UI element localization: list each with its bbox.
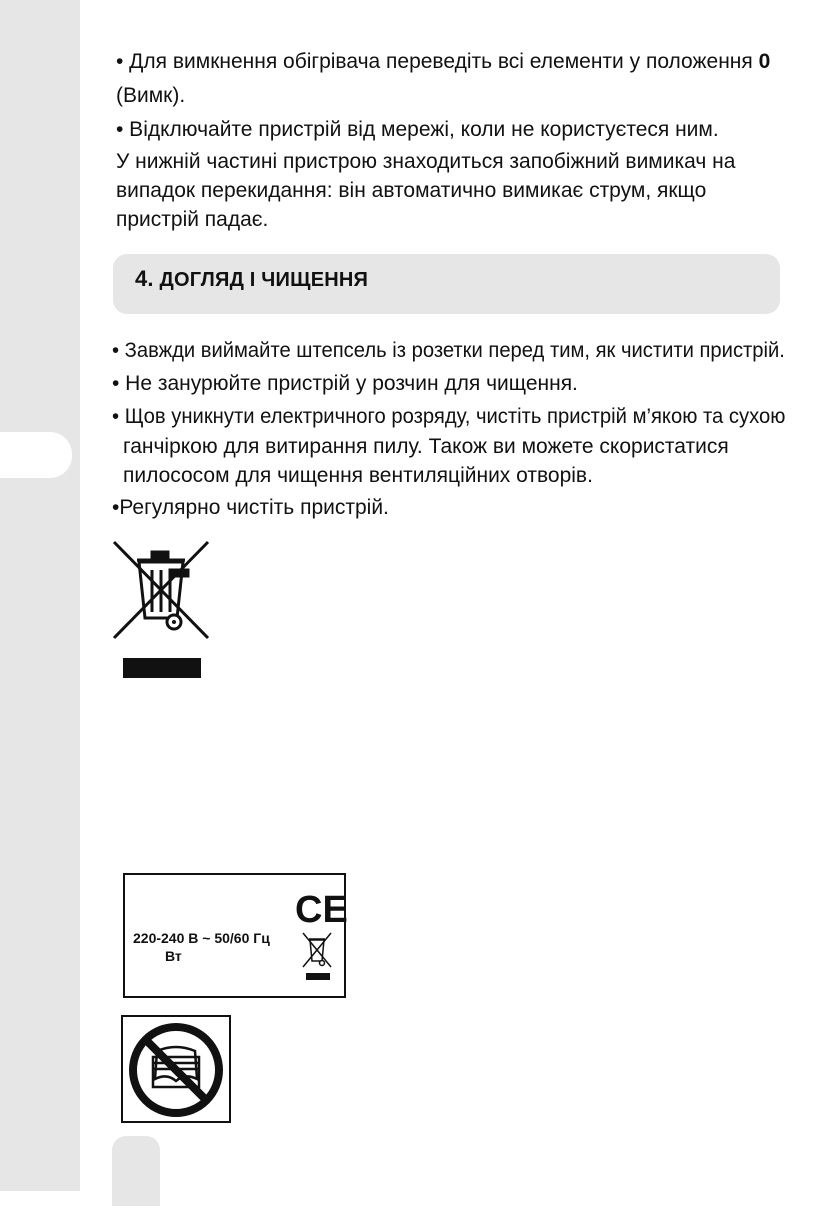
page-number-tab [112,1136,160,1206]
ce-mark-icon [295,889,348,931]
weee-black-bar [123,658,201,678]
crossed-out-wheelie-bin-icon [112,540,210,640]
care-item-clean-line-3: пилососом для чищення вентиляційних отворів. [123,464,593,487]
bullet-unplug: • Відключайте пристрій від мережі, коли не користуєтеся ним. [116,118,719,141]
page-side-margin [0,0,80,1191]
do-not-cover-label [121,1015,231,1123]
care-item-unplug: • Завжди виймайте штепсель із розетки перед тим, як чистити пристрій. [112,339,785,362]
off-position-value: 0 [758,50,771,73]
ce-mark-text: CE [295,889,348,931]
small-wheelie-bin-icon [301,931,333,969]
section-title-text: ДОГЛЯД І ЧИЩЕННЯ [159,269,369,291]
bullet-switch-off-cont: (Вимк). [116,84,186,107]
rating-voltage: 220-240 В ~ 50/60 Гц [133,930,270,946]
rating-label [123,873,346,998]
rating-watt: Вт [165,948,182,964]
side-tab-marker [0,432,72,478]
small-weee-bar [306,973,330,980]
tip-over-paragraph-line-1: У нижній частині пристрою знаходиться запобіжний вимикач на [116,150,736,173]
tip-over-paragraph-line-2: випадок перекидання: він автоматично вимикає струм, якщо [116,179,707,202]
care-item-regular: •Регулярно чистіть пристрій. [112,496,389,519]
care-item-no-immerse: • Не занурюйте пристрій у розчин для чищення. [112,372,578,395]
section-number: 4. [135,266,154,291]
do-not-cover-icon [127,1021,225,1119]
tip-over-paragraph-line-3: пристрій падає. [116,208,269,231]
bullet-switch-off [116,49,770,75]
section-title [135,266,368,292]
care-item-clean-line-2: ганчіркою для витирання пилу. Також ви можете скористатися [123,435,729,458]
section-header [113,254,780,314]
care-item-clean-line-1: • Щов уникнути електричного розряду, чистіть пристрій м’якою та сухою [112,405,786,428]
bullet-switch-off-text: • Для вимкнення обігрівача переведіть всі елементи у положення [116,50,759,73]
